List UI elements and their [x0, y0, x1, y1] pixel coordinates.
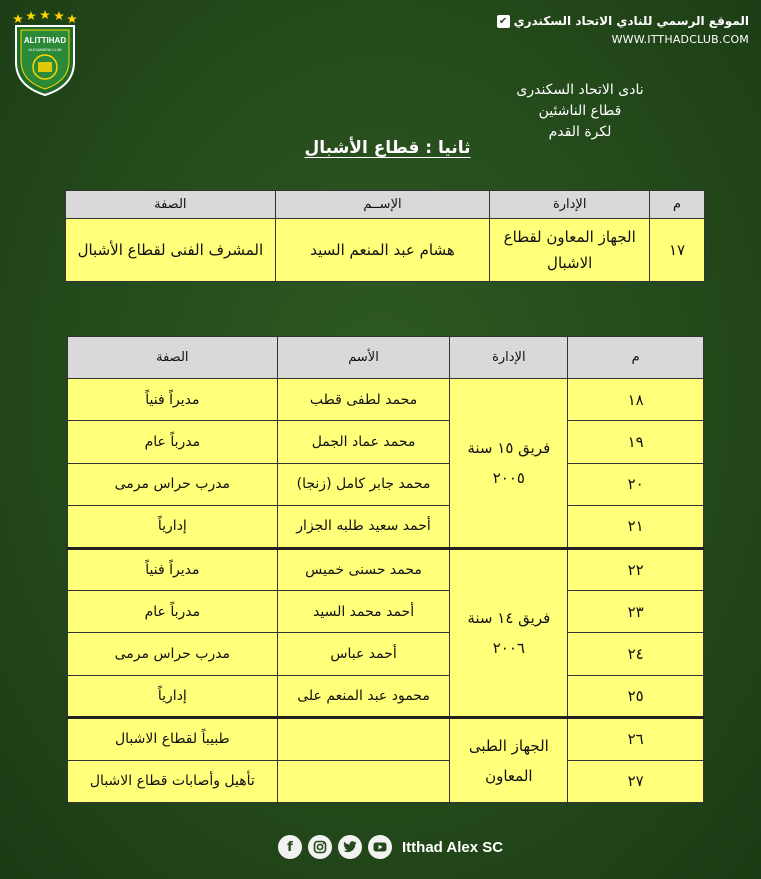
table-row — [68, 633, 704, 675]
cell-name: محمد لطفى قطب — [277, 379, 450, 421]
cell-num: ٢٥ — [568, 675, 704, 717]
cell-name: محمد حسنى خميس — [277, 548, 450, 590]
cell-name: محمد جابر كامل (زنجا) — [277, 463, 450, 505]
site-info — [497, 14, 749, 46]
cell-num: ٢٤ — [568, 633, 704, 675]
facebook-icon[interactable]: f — [278, 835, 302, 859]
cell-num: ٢٠ — [568, 463, 704, 505]
cell-num: ٢٧ — [568, 760, 704, 802]
mgmt-team-label: فريق ١٥ سنة — [467, 438, 551, 457]
verified-check-icon: ✔ — [497, 15, 510, 28]
col-header-role: الصفة — [66, 191, 276, 219]
cell-role: مدرب حراس مرمى — [68, 463, 278, 505]
mgmt-year-label: ٢٠٠٥ — [492, 468, 525, 487]
social-handle: Itthad Alex SC — [402, 838, 504, 856]
cell-name — [277, 718, 450, 760]
table-row — [68, 590, 704, 632]
cell-name — [277, 760, 450, 802]
staff-table — [67, 336, 704, 803]
cell-num: ١٧ — [650, 219, 705, 282]
cell-name: هشام عبد المنعم السيد — [275, 219, 490, 282]
table-row — [68, 506, 704, 548]
social-footer — [278, 832, 503, 862]
logo-text-bottom: ALEXANDRIA CLUB — [28, 48, 62, 52]
cell-name: أحمد عباس — [277, 633, 450, 675]
table-row — [68, 675, 704, 717]
table-row — [68, 463, 704, 505]
logo-text-top: ALITTIHAD — [23, 36, 67, 45]
club-logo — [12, 10, 78, 96]
table-row — [66, 219, 705, 282]
supervisor-table — [65, 190, 705, 282]
table-row — [68, 379, 704, 421]
section-title: ثانيا : قطاع الأشبال — [304, 138, 471, 158]
table-row — [68, 548, 704, 590]
cell-num: ١٩ — [568, 421, 704, 463]
cell-num: ١٨ — [568, 379, 704, 421]
mgmt-year-label: المعاون — [485, 766, 533, 785]
cell-role: تأهيل وأصابات قطاع الاشبال — [68, 760, 278, 802]
mgmt-team-label: فريق ١٤ سنة — [467, 608, 551, 627]
mgmt-team-label: الجهاز الطبى — [468, 736, 549, 755]
twitter-icon[interactable] — [338, 835, 362, 859]
cell-role: مدرباً عام — [68, 421, 278, 463]
org-line-club: نادى الاتحاد السكندرى — [516, 82, 644, 98]
col-header-name: الأسم — [277, 337, 450, 379]
cell-role: إدارياً — [68, 675, 278, 717]
cell-role: مدرب حراس مرمى — [68, 633, 278, 675]
instagram-icon[interactable] — [308, 835, 332, 859]
organization-block — [480, 80, 680, 143]
cell-num: ٢٢ — [568, 548, 704, 590]
cell-role: المشرف الفنى لقطاع الأشبال — [66, 219, 276, 282]
col-header-num: م — [568, 337, 704, 379]
youtube-icon[interactable] — [368, 835, 392, 859]
cell-num: ٢٣ — [568, 590, 704, 632]
org-line-sport: لكرة القدم — [548, 124, 612, 140]
cell-mgmt-group — [450, 379, 568, 549]
site-url[interactable]: WWW.ITTHADCLUB.COM — [611, 33, 749, 46]
cell-name: أحمد محمد السيد — [277, 590, 450, 632]
table-row — [68, 718, 704, 760]
cell-mgmt-group — [450, 718, 568, 803]
cell-role: طبيباً لقطاع الاشبال — [68, 718, 278, 760]
cell-num: ٢١ — [568, 506, 704, 548]
cell-name: أحمد سعيد طلبه الجزار — [277, 506, 450, 548]
cell-num: ٢٦ — [568, 718, 704, 760]
cell-role: إدارياً — [68, 506, 278, 548]
col-header-name: الإســم — [275, 191, 490, 219]
cell-name: محمد عماد الجمل — [277, 421, 450, 463]
cell-role: مديراً فنياً — [68, 548, 278, 590]
cell-mgmt-group — [450, 548, 568, 718]
site-title — [497, 14, 749, 28]
cell-mgmt: الجهاز المعاون لقطاع الاشبال — [490, 219, 650, 282]
site-title-text: الموقع الرسمي للنادي الاتحاد السكندري — [513, 14, 749, 28]
col-header-mgmt: الإدارة — [490, 191, 650, 219]
cell-role: مديراً فنياً — [68, 379, 278, 421]
cell-role: مدرباً عام — [68, 590, 278, 632]
org-line-sector: قطاع الناشئين — [538, 103, 622, 119]
cell-name: محمود عبد المنعم على — [277, 675, 450, 717]
mgmt-year-label: ٢٠٠٦ — [492, 638, 525, 657]
col-header-num: م — [650, 191, 705, 219]
col-header-mgmt: الإدارة — [450, 337, 568, 379]
table-row — [68, 421, 704, 463]
col-header-role: الصفة — [68, 337, 278, 379]
table-row — [68, 760, 704, 802]
